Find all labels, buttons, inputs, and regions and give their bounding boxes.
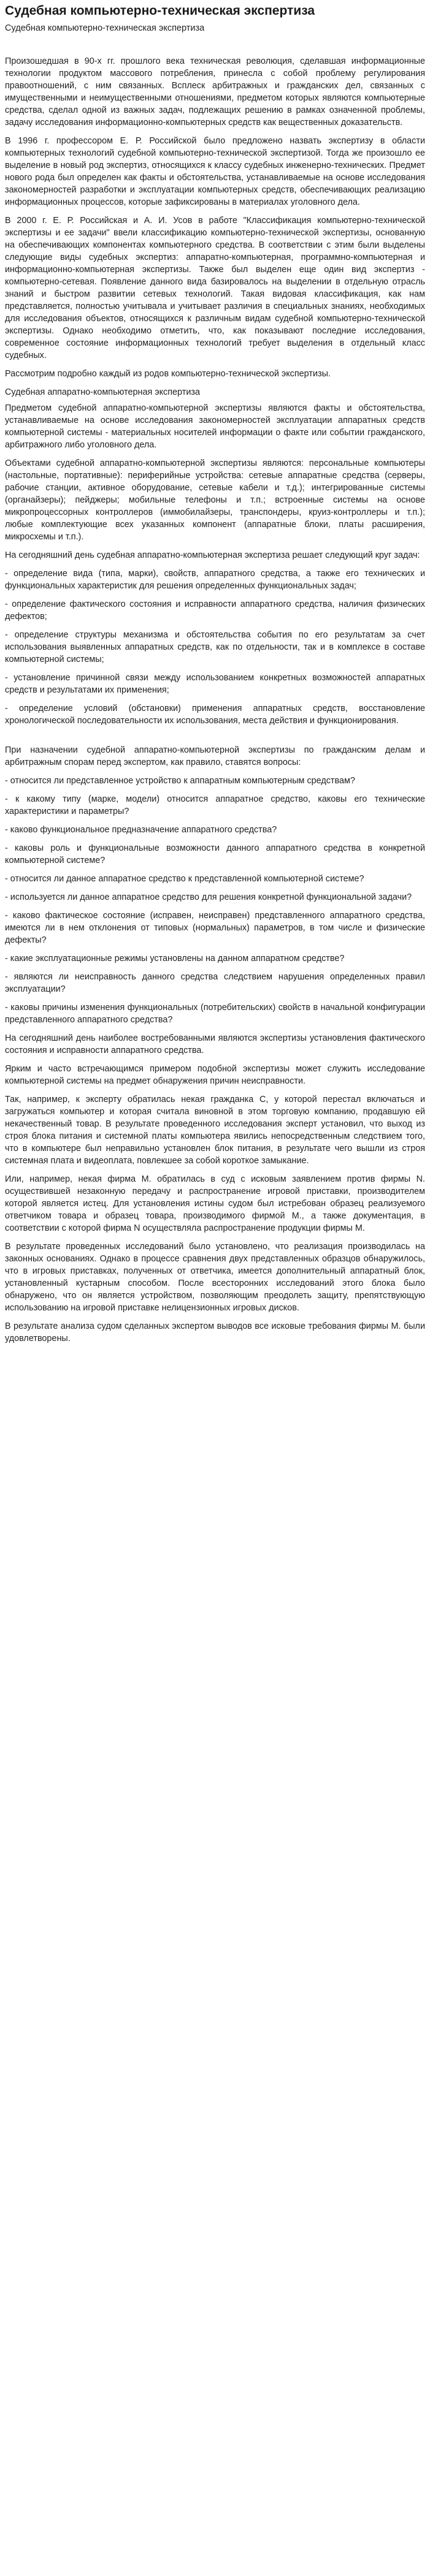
list-item: - используется ли данное аппаратное средство для решения конкретной функциональной задачи? [5, 892, 412, 902]
article-subtitle: Судебная компьютерно-техническая экспертиза [5, 23, 205, 33]
body-paragraph: Так, например, к эксперту обратилась некая гражданка С, у которой перестал включаться и загружаться компьютер и которая считала виновной в этом торговую компанию, продавшую ей некачественный товар. В результате проведенного исследования эксперт установил, что выход из строя блока питания и системной платы компьютера явились непосредственным следствием того, что в компьютере был неправильно установлен блок питания, в результате чего вышли из строя системная плата и видеоплата, повлекшее за собой короткое замыкание. [5, 1095, 425, 1166]
body-paragraph: Произошедшая в 90-х гг. прошлого века техническая революция, сделавшая информационные технологии продуктом массового потребления, принесла с собой проблему регулирования правоотношений, с ним связанных. Всплеск арбитражных и гражданских дел, связанных с имущественными и неимущественными отношениями, предметом которых являются компьютерные средства, сделал одной из важных задач, подлежащих решению в рамках означенной проблемы, задачу исследования информационно-компьютерных средств как вещественных доказательств. [5, 56, 425, 127]
body-paragraph: На сегодняшний день судебная аппаратно-компьютерная экспертиза решает следующий круг задач: [5, 550, 420, 560]
body-paragraph: Объектами судебной аппаратно-компьютерной экспертизы являются: персональные компьютеры (настольные, портативные): периферийные устройства: сетевые аппаратные средства (серверы, рабочие станции, активное оборудование, сетевые кабели и т.д.); интегрированные системы (органайзеры); пейджеры; мобильные телефоны и т.п.; встроенные системы на основе микропроцессорных контроллеров (иммобилайзеры, транспондеры, круиз-контроллеры и т.п.); любые комплектующие всех указанных компонент (аппаратные блоки, платы расширения, микросхемы и т.п.). [5, 458, 425, 542]
body-paragraph: Ярким и часто встречающимся примером подобной экспертизы может служить исследование компьютерной системы на предмет обнаружения причин неисправности. [5, 1064, 425, 1086]
body-paragraph: Предметом судебной аппаратно-компьютерной экспертизы являются факты и обстоятельства, устанавливаемые на основе исследования закономерностей эксплуатации аппаратных средств компьютерной системы - материальных носителей информации о факте или событии гражданского, арбитражного либо уголовного дела. [5, 403, 425, 450]
list-item: - определение фактического состояния и исправности аппаратного средства, наличия физических дефектов; [5, 599, 425, 621]
body-paragraph: На сегодняшний день наиболее востребованными являются экспертизы установления фактического состояния и исправности аппаратного средства. [5, 1033, 425, 1055]
body-paragraph: В результате проведенных исследований было установлено, что реализация производилась на законных основаниях. Однако в процессе сравнения двух представленных образцов обнаружилось, что в игровых приставках, полученных от ответчика, имеется дополнительный аппаратный блок, установленный кустарным способом. После всесторонних исследований этого блока было обнаружено, что он является устройством, позволяющим преодолеть защиту, препятствующую использованию на игровой приставке нелицензионных игровых дисков. [5, 1242, 425, 1313]
body-paragraph: В 1996 г. профессором Е. Р. Российской было предложено назвать экспертизу в области компьютерных технологий судебной компьютерно-технической экспертизой. Тогда же произошло ее выделение в новый род экспертиз, относящихся к классу судебных инженерно-технических. Предмет нового рода был определен как факты и обстоятельства, устанавливаемые на основе исследования закономерностей разработки и эксплуатации компьютерных средств, обеспечивающих реализацию информационных процессов, которые зафиксированы в материалах уголовного дела. [5, 136, 425, 207]
article-title: Судебная компьютерно-техническая экспертиза [5, 4, 315, 18]
list-item: - определение условий (обстановки) применения аппаратных средств, восстановление хронологической последовательности их использования, места действия и функционирования. [5, 704, 425, 726]
body-paragraph: Рассмотрим подробно каждый из родов компьютерно-технической экспертизы. [5, 369, 331, 379]
list-item: - каково фактическое состояние (исправен, неисправен) представленного аппаратного средства, имеются ли в нем отклонения от типовых (нормальных) параметров, в том числе и физические дефекты? [5, 911, 425, 945]
body-paragraph: В результате анализа судом сделанных экспертом выводов все исковые требования фирмы М. были удовлетворены. [5, 1321, 425, 1343]
list-item: - определение структуры механизма и обстоятельства события по его результатам за счет использования выявленных аппаратных средств, как по отдельности, так и в комплексе в составе компьютерной системы; [5, 630, 425, 664]
body-paragraph: Или, например, некая фирма М. обратилась в суд с исковым заявлением против фирмы N. осуществившей незаконную передачу и распространение игровой приставки, производителем которой является истец. Для установления истины судом был истребован образец реализуемого ответчиком товара и образец товара, производимого фирмой М., а также документация, в соответствии с которой фирма N осуществляла распространение продукции фирмы М. [5, 1174, 425, 1233]
list-item: - каково функциональное предназначение аппаратного средства? [5, 825, 277, 835]
section-heading: Судебная аппаратно-компьютерная экспертиза [5, 387, 200, 397]
list-item: - относится ли данное аппаратное средство к представленной компьютерной системе? [5, 874, 364, 884]
list-item: - определение вида (типа, марки), свойств, аппаратного средства, а также его технических и функциональных характеристик для решения определенных функциональных задач; [5, 569, 425, 591]
list-item: - установление причинной связи между использованием конкретных возможностей аппаратных средств и результатами их применения; [5, 673, 425, 695]
list-item: - относится ли представленное устройство к аппаратным компьютерным средствам? [5, 776, 355, 786]
body-paragraph: В 2000 г. Е. Р. Российская и А. И. Усов в работе "Классификация компьютерно-технической экспертизы и ее задачи" ввели классификацию компьютерно-технической экспертизы, основанную на обеспечивающих компонентах компьютерного средства. В соответствии с этим были выделены следующие виды судебных экспертиз: аппаратно-компьютерная, программно-компьютерная и информационно-компьютерная экспертизы. Также был выделен еще один вид экспертиз - компьютерно-сетевая. Появление данного вида базировалось на выделении в отдельную отрасль знаний и быстром развитии сетевых технологий. Такая видовая классификация, как нам представляется, полностью учитывала и учитывает различия в специальных знаниях, необходимых для исследования объектов, относящихся к различным видам судебной компьютерно-технической экспертизы. Однако необходимо отметить, что, как показывают последние исследования, современное состояние информационных технологий требует выделения в отдельный класс судебных. [5, 216, 425, 360]
list-item: - какие эксплуатационные режимы установлены на данном аппаратном средстве? [5, 954, 345, 963]
list-item: - каковы роль и функциональные возможности данного аппаратного средства в конкретной компьютерной системе? [5, 843, 425, 865]
list-item: - к какому типу (марке, модели) относится аппаратное средство, каковы его технические характеристики и параметры? [5, 794, 425, 816]
list-item: - являются ли неисправность данного средства следствием нарушения определенных правил эксплуатации? [5, 972, 425, 994]
body-paragraph: При назначении судебной аппаратно-компьютерной экспертизы по гражданским делам и арбитражным спорам перед экспертом, как правило, ставятся вопросы: [5, 745, 425, 767]
article-body [5, 55, 425, 1345]
list-item: - каковы причины изменения функциональных (потребительских) свойств в начальной конфигурации представленного аппаратного средства? [5, 1003, 425, 1025]
